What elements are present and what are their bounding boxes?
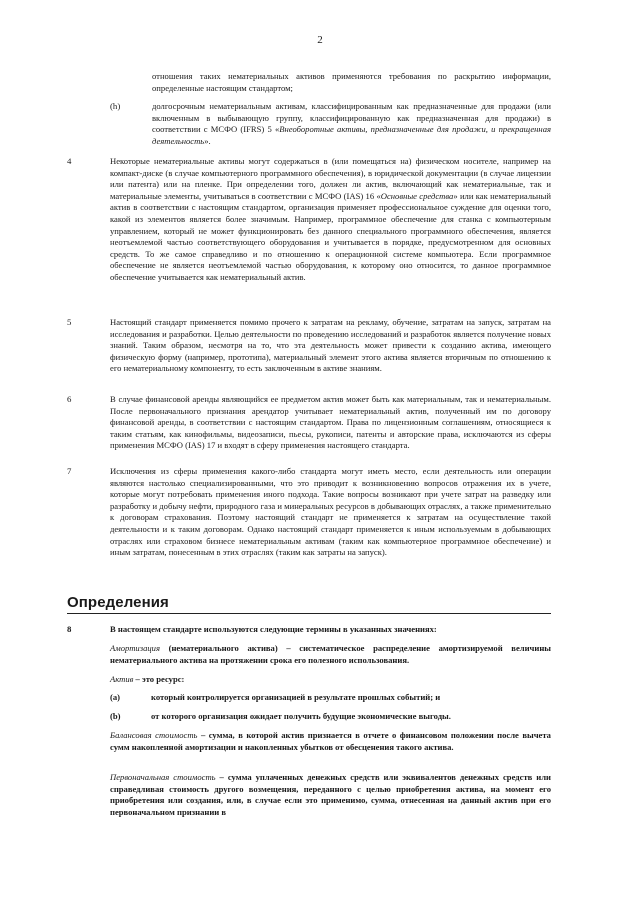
definition-asset	[110, 674, 551, 686]
item-h-text	[152, 101, 551, 147]
item-h-text-a: долгосрочным нематериальным активам, классифицированным как предназначенные для продажи (или включенным в выбывающую группу, классифицированную как предназначенная для продажи) в соответствии с МСФО (IFRS) 5 «	[152, 101, 551, 135]
item-h-text-b: ».	[204, 135, 211, 146]
section-divider	[67, 613, 551, 614]
para-5-number: 5	[67, 317, 72, 327]
term-carrying-amount: Балансовая стоимость	[110, 730, 198, 740]
item-h-italic: Внеоборотные активы, предназначенные для продажи, и прекращенная деятельность	[152, 124, 551, 146]
asset-item-a-label: (a)	[110, 692, 121, 702]
item-h-label: (h)	[110, 101, 121, 111]
cost-text: – сумма уплаченных денежных средств или эквивалентов денежных средств или справедливая стоимость другого возмещения, переданного с целью приобретения актива, на момент его приобретения или создания, или, в случае если это применимо, сумма, отнесенная на данный актив при его первоначальном признании в	[110, 772, 552, 817]
para-5-text: Настоящий стандарт применяется помимо прочего к затратам на рекламу, обучение, затратам на запуск, затратам на исследования и разработки. Целью деятельности по проведению исследований и разработок является получение новых знаний. Таким образом, несмотря на то, что эта деятельность может привести к созданию актива, имеющего физическую форму (например, прототипа), материальный элемент этого актива является вторичным по отношению к его нематериальному компоненту, то есть заключенным в активе знаниям.	[110, 317, 551, 374]
amortization-text: (нематериального актива) – систематическое распределение амортизируемой величины нематериального актива на протяжении срока его полезного использования.	[110, 643, 551, 665]
page-number: 2	[317, 34, 323, 46]
term-amortization: Амортизация	[110, 643, 160, 653]
para-6-number: 6	[67, 394, 72, 404]
asset-item-b-text: от которого организация ожидает получить будущие экономические выгоды.	[151, 711, 451, 721]
definition-carrying-amount	[110, 730, 551, 753]
para-4-text	[110, 156, 551, 284]
para-4-text-a: Некоторые нематериальные активы могут содержаться в (или помещаться на) физическом носителе, например на компакт-диске (в случае компьютерного программного обеспечения), в юридической документации (в случае лицензии или патента) или на пленке. При определении того, должен ли актив, включающий как нематериальные, так и материальные элементы, учитываться в соответствии с МСФО (IAS) 16 «	[110, 156, 551, 201]
term-cost: Первоначальная стоимость	[110, 772, 216, 782]
definition-amortization	[110, 643, 551, 666]
asset-item-b-label: (b)	[110, 711, 121, 721]
term-asset: Актив	[110, 674, 134, 684]
asset-text: – это ресурс:	[133, 674, 185, 684]
para-4-italic: Основные средства	[380, 190, 454, 201]
para-4-number: 4	[67, 156, 72, 166]
definition-cost	[110, 772, 551, 818]
para-7-text: Исключения из сферы применения какого-либо стандарта могут иметь место, если деятельность или операции являются настолько специализированными, что это приводит к возникновению вопросов отражения их в учете, которые могут потребовать применения иного подхода. Такие вопросы возникают при учете затрат на разведку или разработку и добычу нефти, природного газа и минеральных ресурсов в добывающих отраслях, а также применительно к договорам страхования. Поэтому настоящий стандарт не применяется к затратам на осуществление такой деятельности и к таким договорам. Однако настоящий стандарт применяется к иным используемым в добывающих отраслях или страховом бизнесе нематериальным активам (таким как компьютерное программное обеспечение) и иным затратам, понесенным в этих отраслях (таким как затраты на запуск).	[110, 466, 551, 558]
continuation-text: отношения таких нематериальных активов применяются требования по раскрытию информации, определенные настоящим стандартом;	[152, 71, 551, 93]
para-7-number: 7	[67, 466, 72, 476]
definitions-intro: В настоящем стандарте используются следующие термины в указанных значениях:	[110, 624, 437, 634]
para-4-text-b: » или как нематериальный актив в соответствии с настоящим стандартом, организация применяет профессиональное суждение для оценки того, какой из элементов является более значимым. Например, программное обеспечение для станка с компьютерным управлением, который не может функционировать без данного специального программного обеспечения, является неотъемлемой частью соответствующего оборудования и учитывается в порядке, предусмотренном для основных средств. То же самое справедливо и по отношению к операционной системе компьютера. Если программное обеспечение не является неотъемлемой частью оборудования, к которому оно относится, то данное программное обеспечение учитывается как нематериальный актив.	[110, 190, 552, 282]
carrying-amount-text: – сумма, в которой актив признается в отчете о финансовом положении после вычета сумм накопленной амортизации и накопленных убытков от обесценения такого актива.	[110, 730, 551, 752]
section-heading-definitions: Определения	[67, 594, 169, 611]
para-8-number: 8	[67, 624, 72, 634]
asset-item-a-text: который контролируется организацией в результате прошлых событий; и	[151, 692, 441, 702]
para-6-text: В случае финансовой аренды являющийся ее предметом актив может быть как материальным, так и нематериальным. После первоначального признания арендатор учитывает нематериальный актив, полученный им по договору финансовой аренды, в соответствии с настоящим стандартом. Права по лицензионным соглашениям, относящиеся к таким статьям, как кинофильмы, видеозаписи, пьесы, рукописи, патенты и авторские права, исключаются из сферы применения МСФО (IAS) 17 и входят в сферу применения настоящего стандарта.	[110, 394, 551, 451]
